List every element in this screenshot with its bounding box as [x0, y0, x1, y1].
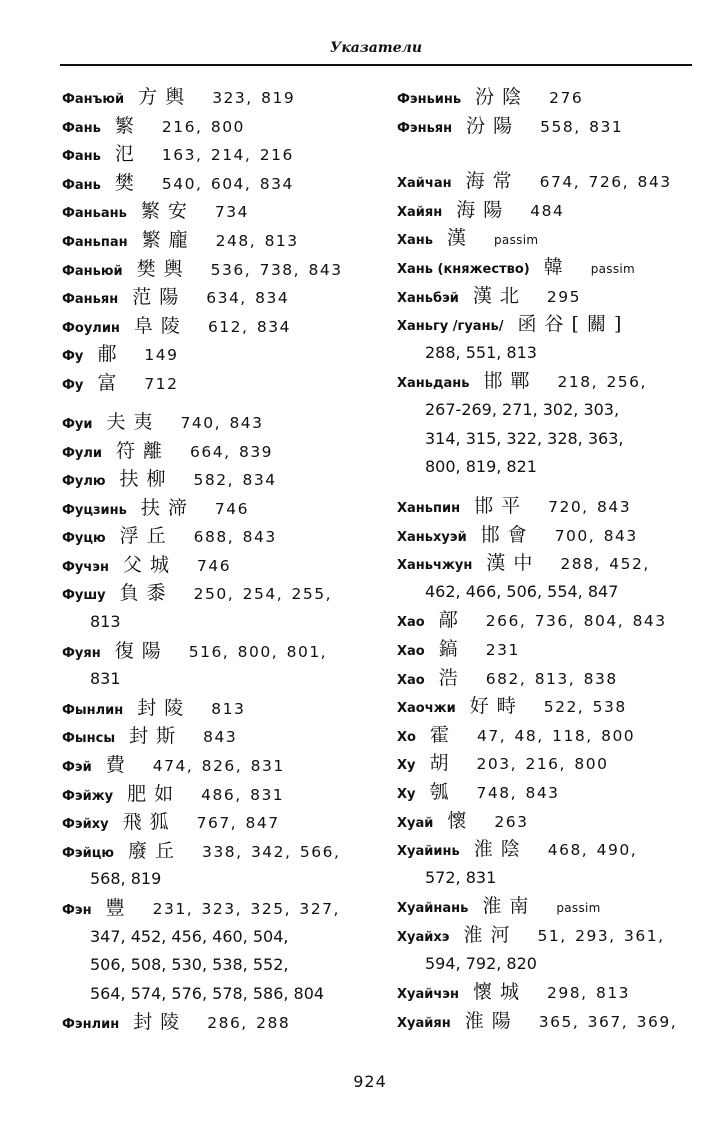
index-entry [397, 253, 697, 282]
entry-characters: 浩 [438, 666, 466, 689]
entry-page-refs: 734 [214, 203, 249, 222]
index-entry [397, 635, 697, 664]
entry-page-refs: 248, 813 [215, 231, 299, 250]
entry-characters: 負黍 [119, 582, 174, 605]
entry-term: Фаньян [62, 292, 119, 308]
index-entry [62, 408, 392, 437]
index-entry [62, 837, 392, 894]
entry-first-line [62, 312, 392, 341]
entry-characters: 扶柳 [119, 468, 174, 491]
index-entry [397, 1007, 697, 1036]
entry-characters: 邯會 [480, 523, 535, 546]
entry-first-line [397, 196, 697, 225]
entry-first-line [62, 694, 392, 723]
entry-term: Фуцзинь [62, 502, 127, 518]
entry-page-refs: 216, 800 [161, 117, 245, 136]
index-entry [62, 494, 392, 523]
entry-first-line [397, 253, 697, 282]
index-entry [62, 169, 392, 198]
entry-term: Ху [397, 758, 416, 774]
index-entry [397, 778, 697, 807]
entry-first-line [397, 892, 697, 921]
entry-page-refs: 712 [144, 374, 179, 393]
entry-page-refs-continued: 506, 508, 530, 538, 552, [90, 955, 289, 975]
entry-page-refs: passim [494, 233, 539, 248]
index-entry [62, 637, 392, 694]
entry-characters: 扶渧 [140, 496, 195, 519]
entry-term: Фэйху [62, 817, 109, 833]
entry-page-refs: 746 [214, 499, 249, 518]
entry-term: Ханьхуэй [397, 529, 467, 545]
entry-page-refs: 582, 834 [193, 471, 277, 490]
entry-term: Ханьгу /гуань/ [397, 319, 504, 335]
entry-page-refs: 203, 216, 800 [476, 755, 609, 774]
entry-first-line [62, 340, 392, 369]
entry-term: Фули [62, 445, 102, 461]
entry-page-refs: 474, 826, 831 [152, 757, 285, 776]
entry-first-line [397, 835, 697, 864]
entry-characters: 樊 [114, 171, 142, 194]
entry-first-line [62, 751, 392, 780]
entry-first-line [397, 606, 697, 635]
entry-characters: 氾 [114, 143, 142, 166]
index-entry [62, 312, 392, 341]
entry-first-line [397, 1007, 697, 1036]
entry-page-refs: 612, 834 [207, 317, 291, 336]
entry-page-refs: 163, 214, 216 [161, 146, 294, 165]
entry-page-refs: 218, 256, [557, 373, 647, 392]
entry-page-refs: 540, 604, 834 [161, 174, 294, 193]
entry-term: Хайян [397, 204, 443, 220]
entry-first-line [62, 83, 392, 112]
index-group [62, 83, 392, 398]
entry-first-line [62, 112, 392, 141]
entry-characters: 海陽 [456, 198, 511, 221]
entry-characters: 汾陰 [475, 86, 530, 108]
index-group [397, 167, 697, 482]
entry-term: Фу [62, 349, 84, 365]
entry-term: Фэн [62, 903, 92, 919]
entry-characters: 飛狐 [122, 811, 177, 834]
entry-characters: 方輿 [138, 86, 193, 108]
index-entry [62, 780, 392, 809]
entry-page-refs: 298, 813 [547, 984, 631, 1003]
entry-characters: 郙 [97, 343, 125, 366]
entry-page-refs: 484 [530, 201, 565, 220]
index-entry [62, 694, 392, 723]
index-entry [397, 112, 697, 141]
index-entry [397, 521, 697, 550]
entry-characters: 淮河 [463, 924, 518, 947]
entry-term: Фуцю [62, 531, 106, 547]
entry-page-refs: 231, 323, 325, 327, [152, 900, 340, 919]
entry-term: Фучэн [62, 559, 109, 575]
index-entry [62, 369, 392, 398]
entry-first-line [397, 83, 697, 112]
entry-term: Хуайнань [397, 901, 469, 917]
entry-characters: 汾陽 [466, 114, 521, 137]
entry-page-refs: 47, 48, 118, 800 [476, 726, 636, 745]
entry-characters: 淮南 [482, 895, 537, 918]
index-entry [397, 664, 697, 693]
index-entry [62, 579, 392, 636]
entry-characters: 封陵 [133, 1011, 188, 1034]
index-entry [397, 835, 697, 892]
entry-first-line [62, 408, 392, 437]
index-entry [397, 282, 697, 311]
index-entry [397, 310, 697, 367]
entry-page-refs-continued: 347, 452, 456, 460, 504, [90, 926, 289, 946]
index-column-left [62, 83, 392, 1037]
entry-term: Фуян [62, 645, 101, 661]
entry-page-refs: 720, 843 [548, 498, 632, 517]
entry-characters: 好畤 [469, 695, 524, 718]
index-entry [397, 606, 697, 635]
index-entry [62, 437, 392, 466]
entry-term: Хайчан [397, 176, 452, 192]
index-entry [397, 492, 697, 521]
entry-first-line [397, 721, 697, 750]
entry-characters: 漢中 [486, 552, 541, 575]
page-number: 924 [353, 1072, 387, 1091]
entry-first-line [62, 808, 392, 837]
entry-first-line [397, 549, 697, 578]
entry-term: Фэнлин [62, 1017, 120, 1033]
entry-page-refs: 813 [211, 699, 246, 718]
entry-characters: 淮陽 [464, 1009, 519, 1032]
entry-page-refs: 288, 452, [560, 555, 650, 574]
entry-characters: 富 [97, 371, 125, 394]
entry-page-refs-continued: 813 [90, 612, 121, 632]
index-group [62, 408, 392, 1037]
entry-first-line [62, 169, 392, 198]
entry-characters: 浮丘 [119, 525, 174, 548]
entry-page-refs: 263 [494, 812, 529, 831]
index-entry [62, 340, 392, 369]
index-entry [397, 367, 697, 481]
entry-term: Ханьчжун [397, 558, 473, 574]
entry-first-line [397, 978, 697, 1007]
entry-term: Ху [397, 787, 416, 803]
entry-first-line [62, 437, 392, 466]
index-group [397, 492, 697, 1035]
entry-page-refs: 746 [197, 556, 232, 575]
entry-first-line [397, 367, 697, 396]
index-entry [397, 749, 697, 778]
entry-term: Хуайчэн [397, 987, 459, 1003]
entry-page-refs-continued: 288, 551, 813 [425, 342, 537, 362]
entry-page-refs-continued: 594, 792, 820 [425, 953, 537, 973]
index-entry [397, 978, 697, 1007]
entry-page-refs: 843 [203, 728, 238, 747]
entry-term: Хань [397, 233, 433, 249]
entry-term: Хань (княжество) [397, 261, 530, 277]
entry-characters: 肥如 [127, 782, 182, 805]
entry-term: Фэйцю [62, 845, 114, 861]
entry-first-line [62, 255, 392, 284]
entry-term: Фуи [62, 416, 93, 432]
entry-characters: 鄗 [438, 609, 466, 632]
entry-characters: 海常 [465, 170, 520, 193]
entry-first-line [62, 894, 392, 923]
entry-page-refs: 323, 819 [212, 89, 296, 107]
entry-first-line [397, 692, 697, 721]
entry-characters: 邯平 [474, 495, 529, 518]
entry-characters: 繁安 [140, 200, 195, 223]
entry-page-refs-continued: 564, 574, 576, 578, 586, 804 [90, 983, 325, 1003]
index-entry [62, 522, 392, 551]
entry-term: Хо [397, 729, 416, 745]
index-entry [397, 921, 697, 978]
entry-term: Ханьдань [397, 376, 470, 392]
entry-term: Фэньян [397, 120, 453, 136]
entry-term: Фоулин [62, 320, 120, 336]
entry-characters: 霍 [429, 723, 457, 746]
index-entry [62, 808, 392, 837]
index-entry [62, 197, 392, 226]
entry-term: Хуайинь [397, 844, 460, 860]
entry-term: Фу [62, 377, 84, 393]
index-entry [62, 894, 392, 1008]
index-entry [397, 196, 697, 225]
entry-characters: 鎬 [438, 638, 466, 661]
entry-page-refs-continued: 572, 831 [425, 867, 497, 887]
index-entry [397, 224, 697, 253]
entry-term: Фэй [62, 760, 92, 776]
entry-first-line [62, 140, 392, 169]
entry-first-line [397, 749, 697, 778]
entry-first-line [397, 112, 697, 141]
entry-term: Хао [397, 615, 425, 631]
entry-page-refs: 740, 843 [180, 413, 264, 432]
entry-page-refs-continued: 568, 819 [90, 869, 162, 889]
entry-first-line [62, 722, 392, 751]
entry-characters: 費 [105, 754, 133, 777]
entry-page-refs: 700, 843 [554, 526, 638, 545]
entry-term: Хуайян [397, 1015, 451, 1031]
entry-characters: 漢 [447, 227, 475, 250]
entry-characters: 封陵 [137, 696, 192, 719]
entry-page-refs: 468, 490, [547, 841, 638, 860]
entry-page-refs: 231 [485, 641, 520, 660]
entry-page-refs: 688, 843 [193, 528, 277, 547]
entry-characters: 范陽 [132, 286, 187, 309]
entry-term: Фанъюй [62, 92, 125, 107]
index-column-right [397, 83, 697, 1035]
entry-page-refs: 767, 847 [196, 814, 280, 833]
entry-term: Фэйжу [62, 788, 114, 804]
entry-term: Хуай [397, 815, 434, 831]
index-entry [62, 283, 392, 312]
entry-first-line [397, 224, 697, 253]
entry-characters: 封斯 [129, 725, 184, 748]
index-entry [397, 892, 697, 921]
entry-first-line [62, 551, 392, 580]
entry-first-line [62, 226, 392, 255]
entry-first-line [62, 637, 392, 666]
entry-page-refs: 338, 342, 566, [202, 842, 341, 861]
entry-page-refs: 536, 738, 843 [210, 260, 343, 279]
entry-first-line [62, 522, 392, 551]
entry-page-refs: 634, 834 [206, 289, 290, 308]
entry-characters: 懷城 [473, 981, 528, 1004]
entry-first-line [62, 579, 392, 608]
entry-characters: 漢北 [472, 284, 527, 307]
entry-characters: 繁 [114, 114, 142, 137]
entry-term: Фушу [62, 588, 106, 604]
entry-term: Хуайхэ [397, 930, 450, 946]
entry-characters: 懷 [447, 809, 475, 832]
entry-characters: 廢丘 [127, 839, 182, 862]
index-group [397, 83, 697, 140]
entry-first-line [62, 369, 392, 398]
entry-characters: 胡 [429, 752, 457, 775]
index-entry [62, 722, 392, 751]
index-entry [62, 255, 392, 284]
entry-page-refs: 682, 813, 838 [485, 669, 618, 688]
index-entry [62, 140, 392, 169]
entry-page-refs-continued: 267-269, 271, 302, 303, [425, 399, 620, 419]
entry-first-line [62, 465, 392, 494]
entry-page-refs-continued: 831 [90, 669, 121, 689]
entry-page-refs: 149 [144, 346, 179, 365]
entry-first-line [397, 778, 697, 807]
entry-first-line [62, 197, 392, 226]
entry-term: Ханьпин [397, 501, 461, 517]
entry-page-refs-continued: 314, 315, 322, 328, 363, [425, 428, 624, 448]
index-entry [397, 549, 697, 606]
entry-characters: 邯鄲 [483, 370, 538, 393]
entry-page-refs: 516, 800, 801, [188, 642, 328, 661]
entry-term: Фэньинь [397, 92, 462, 107]
entry-page-refs: 286, 288 [207, 1014, 291, 1033]
entry-term: Фынсы [62, 731, 116, 747]
index-entry [62, 751, 392, 780]
running-header-title: Указатели [329, 40, 423, 56]
entry-term: Фань [62, 149, 101, 165]
entry-characters: 樊輿 [136, 257, 191, 280]
entry-term: Фань [62, 120, 101, 136]
entry-term: Фаньань [62, 206, 127, 222]
entry-characters: 韓 [543, 255, 571, 278]
entry-page-refs: 365, 367, 369, [538, 1012, 678, 1031]
entry-page-refs: passim [590, 261, 636, 276]
entry-characters: 瓠 [429, 781, 457, 804]
entry-term: Хао [397, 672, 425, 688]
entry-characters: 淮陰 [473, 838, 528, 861]
entry-page-refs: 51, 293, 361, [537, 927, 665, 946]
entry-term: Фань [62, 177, 101, 193]
entry-page-refs: passim [556, 901, 601, 916]
entry-term: Фынлин [62, 702, 124, 718]
entry-first-line [397, 921, 697, 950]
entry-first-line [397, 492, 697, 521]
index-entry [62, 226, 392, 255]
entry-first-line [397, 807, 697, 836]
entry-characters: 函谷[關] [517, 313, 630, 336]
entry-page-refs: 664, 839 [190, 442, 274, 461]
entry-term: Хаочжи [397, 701, 456, 717]
index-entry [62, 83, 392, 112]
entry-characters: 符離 [116, 439, 171, 462]
entry-first-line [397, 310, 697, 339]
entry-page-refs: 250, 254, 255, [193, 585, 333, 604]
entry-characters: 復陽 [114, 639, 169, 662]
entry-page-refs: 674, 726, 843 [539, 173, 672, 192]
entry-page-refs: 266, 736, 804, 843 [485, 612, 667, 631]
entry-page-refs: 748, 843 [476, 784, 560, 803]
entry-page-refs-continued: 800, 819, 821 [425, 457, 537, 477]
entry-page-refs: 276 [549, 89, 584, 107]
entry-page-refs: 295 [546, 287, 581, 306]
entry-characters: 夫夷 [106, 410, 161, 433]
index-entry [397, 721, 697, 750]
entry-term: Фаньюй [62, 263, 123, 279]
entry-page-refs: 522, 538 [543, 698, 627, 717]
index-entry [62, 112, 392, 141]
index-entry [397, 692, 697, 721]
entry-first-line [62, 780, 392, 809]
entry-page-refs: 486, 831 [201, 785, 285, 804]
entry-first-line [397, 521, 697, 550]
index-entry [397, 807, 697, 836]
index-entry [397, 167, 697, 196]
entry-first-line [397, 167, 697, 196]
entry-first-line [62, 283, 392, 312]
header-rule [60, 64, 692, 66]
index-entry [62, 551, 392, 580]
entry-first-line [397, 282, 697, 311]
entry-first-line [397, 664, 697, 693]
entry-characters: 父城 [122, 553, 177, 576]
index-entry [397, 83, 697, 112]
entry-first-line [62, 494, 392, 523]
entry-characters: 繁龐 [141, 228, 196, 251]
index-entry [62, 1008, 392, 1037]
entry-term: Ханьбэй [397, 290, 459, 306]
entry-term: Фаньпан [62, 234, 128, 250]
index-entry [62, 465, 392, 494]
entry-first-line [62, 837, 392, 866]
entry-characters: 豐 [105, 897, 133, 920]
entry-page-refs: 558, 831 [540, 117, 624, 136]
entry-first-line [62, 1008, 392, 1037]
entry-characters: 阜陵 [133, 314, 188, 337]
entry-page-refs-continued: 462, 466, 506, 554, 847 [425, 581, 619, 601]
entry-term: Хао [397, 644, 425, 660]
entry-first-line [397, 635, 697, 664]
entry-term: Фулю [62, 474, 106, 490]
